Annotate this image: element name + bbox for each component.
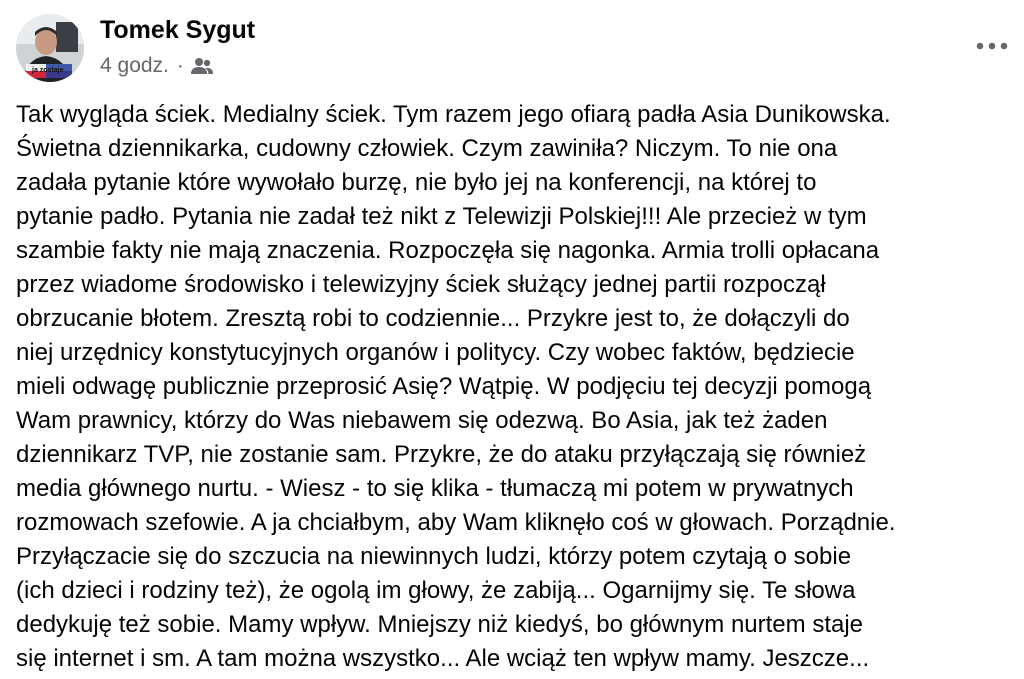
more-options-icon[interactable]	[972, 32, 1012, 60]
avatar[interactable]	[16, 14, 84, 82]
friends-icon[interactable]	[190, 56, 214, 76]
meta-separator: ·	[176, 54, 184, 77]
avatar-caption: ja zostaje	[32, 67, 64, 74]
post-author[interactable]: Tomek Sygut	[100, 16, 256, 44]
post-timestamp[interactable]: 4 godz.	[100, 54, 169, 77]
post-body-text: Tak wygląda ściek. Medialny ściek. Tym razem jego ofiarą padła Asia Dunikowska. Świetna dziennikarka, cudowny człowiek. Czym zawiniła? Niczym. To nie ona zadała pytanie które wywołało burzę, nie było jej na konferencji, na której to pytanie padło. Pytania nie zadał też nikt z Telewizji Polskiej!!! Ale przecież w tym szambie fakty nie mają znaczenia. Rozpoczęła się nagonka. Armia trolli opłacana przez wiadome środowisko i telewizyjny ściek służący jednej partii rozpoczął obrzucanie błotem. Zresztą robi to codziennie... Przykre jest to, że dołączyli do niej urzędnicy konstytucyjnych organów i politycy. Czy wobec faktów, będziecie mieli odwagę publicznie przeprosić Asię? Wątpię. W podjęciu tej decyzji pomogą Wam prawnicy, którzy do Was niebawem się odezwą. Bo Asia, jak też żaden dziennikarz TVP, nie zostanie sam. Przykre, że do ataku przyłączają się również media głównego nurtu. - Wiesz - to się klika - tłumaczą mi potem w prywatnych rozmowach szefowie. A ja chciałbym, aby Wam kliknęło coś w głowach. Porządnie. Przyłączacie się do szczucia na niewinnych ludzi, którzy potem czytają o sobie (ich dzieci i rodziny też), że ogolą im głowy, że zabiją... Ogarnijmy się. Te słowa dedykuję też sobie. Mamy wpływ. Mniejszy niż kiedyś, bo głównym nurtem staje się internet i sm. A tam można wszystko... Ale wciąż ten wpływ mamy. Jeszcze...	[16, 101, 896, 672]
post-meta	[100, 54, 214, 78]
post-header	[16, 14, 1016, 86]
avatar-photo	[16, 14, 84, 82]
